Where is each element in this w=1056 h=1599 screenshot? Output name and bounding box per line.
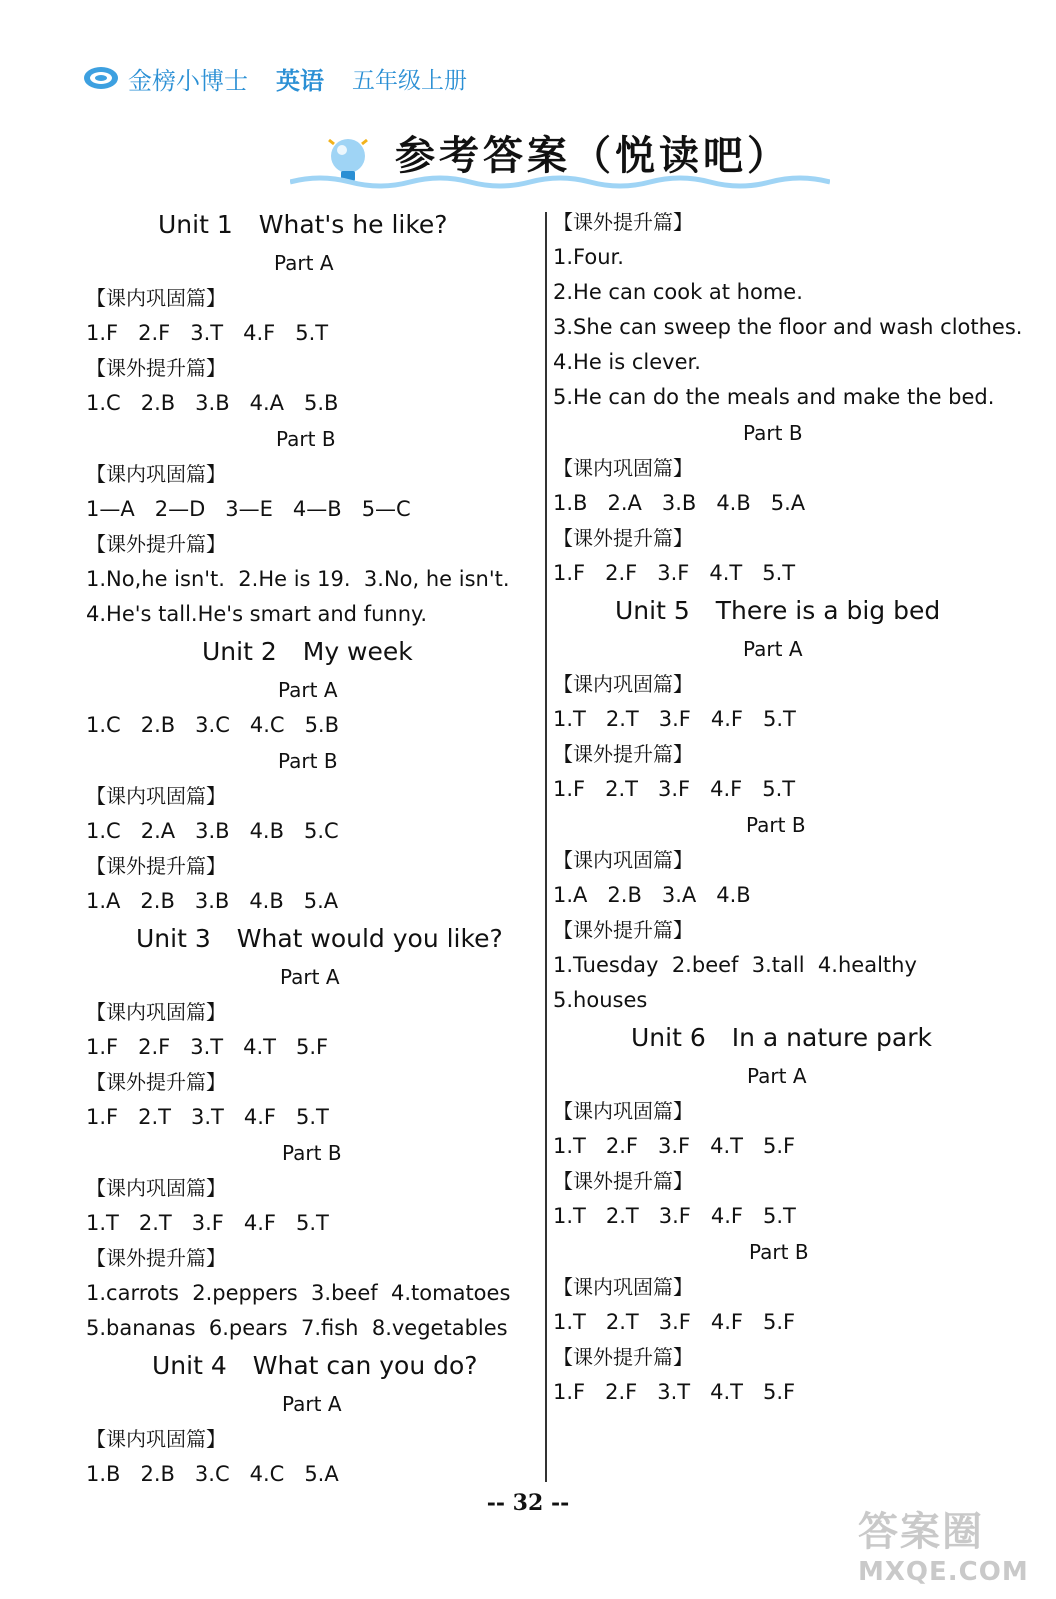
answer: 1.B xyxy=(86,1462,121,1486)
unit-heading xyxy=(86,632,534,672)
answer: 2.B xyxy=(607,883,642,907)
answer: 1.F xyxy=(86,1035,119,1059)
unit-title: What would you like? xyxy=(236,924,503,953)
section-label: 【课内巩固篇】 xyxy=(553,1275,693,1299)
unit-number: Unit 5 xyxy=(615,596,690,625)
answer: 5.B xyxy=(304,391,339,415)
answer-line: 1.Four. xyxy=(553,245,624,269)
unit-title: There is a big bed xyxy=(715,596,941,625)
part-heading: Part A xyxy=(743,637,803,661)
unit-heading xyxy=(553,1018,993,1058)
section-label: 【课外提升篇】 xyxy=(86,532,226,556)
part-heading: Part A xyxy=(278,678,338,702)
section-label: 【课内巩固篇】 xyxy=(86,1176,226,1200)
answer-line: 5.houses xyxy=(553,988,648,1012)
unit-heading xyxy=(86,205,534,245)
answer: 3.F xyxy=(658,1134,691,1158)
answer: 1.T xyxy=(553,707,586,731)
answer-line: 4.He's tall.He's smart and funny. xyxy=(86,602,428,626)
answer: 4.C xyxy=(249,713,285,737)
watermark-url: MXQE.COM xyxy=(858,1557,1029,1587)
unit-number: Unit 4 xyxy=(152,1351,227,1380)
answer: 4.F xyxy=(710,707,743,731)
answer: 2.B xyxy=(140,391,176,415)
section-label: 【课内巩固篇】 xyxy=(86,462,226,486)
answer-line xyxy=(86,1457,534,1492)
answer: 4.T xyxy=(710,1134,743,1158)
unit-heading xyxy=(86,919,534,959)
answer: 3.B xyxy=(195,819,230,843)
answer: 1.B xyxy=(553,491,588,515)
answer: 1.F xyxy=(553,1380,586,1404)
answer: 3.F xyxy=(658,707,691,731)
answer: 3.C xyxy=(195,713,230,737)
unit-title: My week xyxy=(302,637,413,666)
answer: 5.T xyxy=(762,561,796,585)
answer-line xyxy=(86,316,534,351)
answer-line xyxy=(86,884,534,919)
unit-heading xyxy=(86,1346,534,1386)
answer: 1—A xyxy=(86,497,135,521)
section-label: 【课内巩固篇】 xyxy=(86,1000,226,1024)
answer: 1.T xyxy=(553,1310,586,1334)
answer: 5.T xyxy=(763,1204,796,1228)
answer-line: 4.He is clever. xyxy=(553,350,701,374)
answer: 5.T xyxy=(762,777,796,801)
part-heading: Part B xyxy=(282,1141,342,1165)
answer: 1.F xyxy=(86,1105,119,1129)
grade-label: 五年级上册 xyxy=(352,67,467,94)
answer: 2.T xyxy=(138,1105,171,1129)
answer: 5.T xyxy=(296,1105,329,1129)
answer: 2.F xyxy=(605,561,638,585)
book-header xyxy=(82,58,467,98)
brand-name: 金榜小博士 xyxy=(128,66,248,95)
section-label: 【课内巩固篇】 xyxy=(553,672,693,696)
answer-line: 1.carrots 2.peppers 3.beef 4.tomatoes xyxy=(86,1281,511,1305)
answer: 3.T xyxy=(191,1105,224,1129)
answer: 2—D xyxy=(154,497,206,521)
answer: 3.T xyxy=(657,1380,691,1404)
section-label: 【课外提升篇】 xyxy=(553,526,693,550)
answer: 5.B xyxy=(304,713,340,737)
answer: 2.A xyxy=(607,491,642,515)
unit-number: Unit 1 xyxy=(158,210,233,239)
answer: 3.B xyxy=(194,889,230,913)
answer: 4.T xyxy=(710,1380,743,1404)
answer: 3.F xyxy=(657,561,690,585)
unit-title: What can you do? xyxy=(252,1351,478,1380)
section-label: 【课内巩固篇】 xyxy=(86,784,226,808)
answer: 4—B xyxy=(292,497,342,521)
unit-number: Unit 6 xyxy=(631,1023,706,1052)
answer: 4.B xyxy=(716,883,751,907)
answer: 1.T xyxy=(553,1204,586,1228)
section-label: 【课外提升篇】 xyxy=(86,1070,226,1094)
unit-title: What's he like? xyxy=(258,210,448,239)
section-label: 【课内巩固篇】 xyxy=(86,1427,226,1451)
answer-line xyxy=(553,486,993,521)
answer: 1.A xyxy=(86,889,121,913)
page-title: 参考答案（悦读吧） xyxy=(395,133,791,179)
answer: 4.F xyxy=(243,1211,276,1235)
answer-line: 1.No,he isn't. 2.He is 19. 3.No, he isn't. xyxy=(86,567,510,591)
subject-label: 英语 xyxy=(276,66,324,95)
answer: 5.F xyxy=(296,1035,329,1059)
part-heading: Part B xyxy=(276,427,336,451)
answer: 5.A xyxy=(770,491,806,515)
answer: 1.A xyxy=(553,883,588,907)
answer: 3.A xyxy=(661,883,697,907)
page-number: -- 32 -- xyxy=(486,1490,570,1516)
answer: 1.F xyxy=(86,321,119,345)
answer-line: 3.She can sweep the floor and wash clothes. xyxy=(553,315,1023,339)
unit-heading xyxy=(553,591,993,631)
answer-line xyxy=(86,814,534,849)
answer-line: 1.Tuesday 2.beef 3.tall 4.healthy xyxy=(553,953,917,977)
section-label: 【课内巩固篇】 xyxy=(553,456,693,480)
answer-line xyxy=(86,1206,534,1241)
watermark-logo: 答案圈 xyxy=(858,1509,984,1555)
section-label: 【课外提升篇】 xyxy=(553,742,693,766)
answer: 4.F xyxy=(243,321,276,345)
answer: 3—E xyxy=(225,497,273,521)
answer-line xyxy=(553,1375,993,1410)
answer-line: 2.He can cook at home. xyxy=(553,280,803,304)
answer: 3.F xyxy=(658,1310,691,1334)
answer: 3.F xyxy=(658,777,691,801)
section-label: 【课外提升篇】 xyxy=(86,356,226,380)
answer: 2.B xyxy=(140,1462,175,1486)
answer: 4.F xyxy=(710,1204,743,1228)
unit-number: Unit 2 xyxy=(202,637,277,666)
section-label: 【课外提升篇】 xyxy=(553,1345,693,1369)
answer: 3.C xyxy=(194,1462,230,1486)
section-label: 【课内巩固篇】 xyxy=(553,848,693,872)
answer: 4.A xyxy=(249,391,285,415)
answer: 4.F xyxy=(243,1105,276,1129)
answer-line xyxy=(553,556,993,591)
answer: 1.C xyxy=(86,391,121,415)
unit-number: Unit 3 xyxy=(136,924,211,953)
answer: 3.B xyxy=(661,491,697,515)
answer-line xyxy=(553,702,993,737)
part-heading: Part B xyxy=(278,749,338,773)
answer-line xyxy=(86,1030,534,1065)
title-underline-wave xyxy=(290,174,830,190)
section-label: 【课外提升篇】 xyxy=(553,918,693,942)
answer: 2.F xyxy=(138,1035,171,1059)
answer-line xyxy=(553,1129,993,1164)
answer: 3.B xyxy=(195,391,230,415)
section-label: 【课外提升篇】 xyxy=(553,210,693,234)
answer: 2.A xyxy=(140,819,176,843)
answer: 5.C xyxy=(304,819,339,843)
page-title-block xyxy=(290,116,830,196)
answer: 1.C xyxy=(86,713,121,737)
answer: 3.T xyxy=(190,1035,224,1059)
part-heading: Part A xyxy=(747,1064,807,1088)
answer-line xyxy=(86,708,534,743)
answer: 2.T xyxy=(605,1204,639,1228)
answer: 5.A xyxy=(304,1462,339,1486)
answer: 4.F xyxy=(710,777,743,801)
answer-line xyxy=(86,1100,534,1135)
answer: 4.B xyxy=(249,819,285,843)
answer: 2.F xyxy=(138,321,171,345)
answer: 5.F xyxy=(763,1134,796,1158)
answer: 2.T xyxy=(605,1310,639,1334)
answer: 5—C xyxy=(361,497,411,521)
section-label: 【课外提升篇】 xyxy=(86,1246,226,1270)
answer: 4.T xyxy=(243,1035,276,1059)
answer: 1.T xyxy=(553,1134,586,1158)
answer-line xyxy=(553,1199,993,1234)
answer-line xyxy=(86,492,534,527)
unit-title: In a nature park xyxy=(731,1023,932,1052)
answer: 5.F xyxy=(763,1310,796,1334)
part-heading: Part B xyxy=(749,1240,809,1264)
part-heading: Part B xyxy=(746,813,806,837)
answer: 2.T xyxy=(138,1211,172,1235)
answer: 4.B xyxy=(716,491,751,515)
right-column xyxy=(553,205,1023,1410)
answer: 3.F xyxy=(658,1204,691,1228)
answer-line xyxy=(553,1305,993,1340)
left-column xyxy=(86,205,534,1492)
section-label: 【课内巩固篇】 xyxy=(553,1099,693,1123)
answer: 4.C xyxy=(249,1462,285,1486)
answer: 4.T xyxy=(709,561,743,585)
section-label: 【课外提升篇】 xyxy=(553,1169,693,1193)
answer-line xyxy=(553,772,993,807)
answer: 5.F xyxy=(763,1380,796,1404)
answer: 5.T xyxy=(763,707,796,731)
answer: 3.T xyxy=(190,321,224,345)
answer: 1.T xyxy=(86,1211,119,1235)
part-heading: Part A xyxy=(280,965,340,989)
answer: 4.B xyxy=(249,889,284,913)
answer: 2.B xyxy=(140,889,175,913)
answer: 2.T xyxy=(605,777,638,801)
watermark xyxy=(858,1500,1048,1595)
part-heading: Part A xyxy=(282,1392,342,1416)
answer-line xyxy=(553,878,993,913)
answer: 3.F xyxy=(191,1211,224,1235)
answer: 2.F xyxy=(605,1134,638,1158)
section-label: 【课外提升篇】 xyxy=(86,854,226,878)
answer-line xyxy=(86,386,534,421)
answer: 2.B xyxy=(140,713,176,737)
answer: 5.T xyxy=(296,1211,329,1235)
answer: 2.T xyxy=(605,707,639,731)
answer: 5.A xyxy=(303,889,339,913)
answer: 5.T xyxy=(295,321,329,345)
section-label: 【课内巩固篇】 xyxy=(86,286,226,310)
answer: 1.F xyxy=(553,561,586,585)
part-heading: Part A xyxy=(274,251,334,275)
column-divider xyxy=(545,212,547,1482)
answer-line: 5.He can do the meals and make the bed. xyxy=(553,385,995,409)
answer: 2.F xyxy=(605,1380,638,1404)
part-heading: Part B xyxy=(743,421,803,445)
answer: 1.C xyxy=(86,819,121,843)
answer: 1.F xyxy=(553,777,586,801)
answer-line: 5.bananas 6.pears 7.fish 8.vegetables xyxy=(86,1316,508,1340)
answer: 4.F xyxy=(710,1310,743,1334)
brand-logo-icon xyxy=(82,65,120,91)
